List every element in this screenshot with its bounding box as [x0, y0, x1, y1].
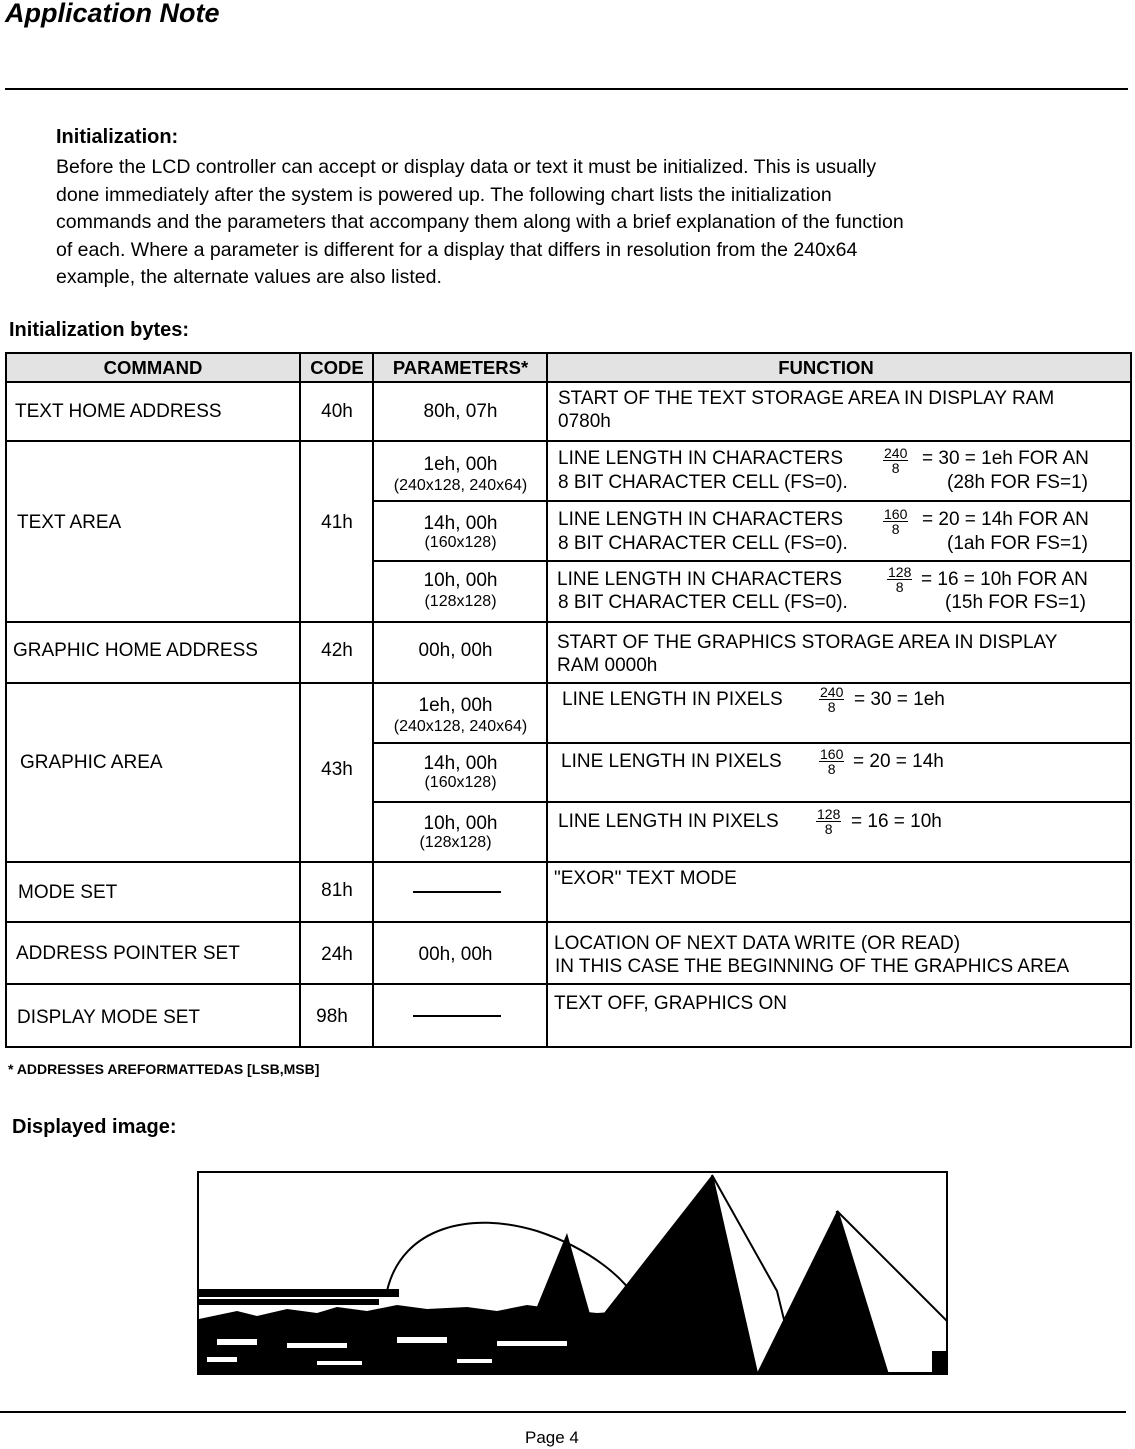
text-area-function-line1: LINE LENGTH IN CHARACTERS	[558, 448, 844, 469]
graphic-area-function: LINE LENGTH IN PIXELS	[558, 811, 779, 832]
command-graphic-home-address: GRAPHIC HOME ADDRESS	[13, 640, 258, 661]
function-text-home-line2: 0780h	[558, 411, 611, 432]
text-area-param: 1eh, 00h	[423, 454, 498, 475]
function-display-mode: TEXT OFF, GRAPHICS ON	[554, 993, 787, 1014]
initialization-paragraph	[56, 154, 1076, 292]
text-area-function-fs1: (1ah FOR FS=1)	[947, 533, 1088, 554]
function-address-pointer-line2: IN THIS CASE THE BEGINNING OF THE GRAPHICS AREA	[555, 956, 1070, 977]
header-rule	[5, 88, 1128, 90]
fraction-denominator: 8	[827, 699, 836, 715]
text-area-function-result: = 30 = 1eh FOR AN	[922, 448, 1089, 469]
page-number: Page 4	[525, 1428, 579, 1447]
document-title: Application Note	[5, 0, 220, 28]
text-area-function-fs1: (15h FOR FS=1)	[945, 592, 1086, 613]
graphic-area-resolution: (128x128)	[419, 834, 492, 851]
fraction-128-over-8	[887, 565, 912, 594]
initialization-table	[5, 352, 1132, 1048]
fraction-denominator: 8	[827, 761, 836, 777]
command-mode-set: MODE SET	[18, 882, 118, 903]
params-text-home: 80h, 07h	[423, 401, 498, 422]
fraction-numerator: 240	[820, 684, 844, 700]
text-area-function-result: = 20 = 14h FOR AN	[922, 509, 1089, 530]
function-graphic-home-line1: START OF THE GRAPHICS STORAGE AREA IN DISPLAY	[557, 632, 1058, 653]
paragraph-line: commands and the parameters that accompany them along with a brief explanation of the function	[56, 211, 904, 233]
text-area-resolution: (128x128)	[424, 593, 497, 610]
fraction-240-over-8	[883, 446, 908, 475]
command-address-pointer-set: ADDRESS POINTER SET	[16, 943, 240, 964]
graphic-area-function: LINE LENGTH IN PIXELS	[562, 689, 783, 710]
code-text-area: 41h	[321, 512, 353, 533]
paragraph-line: done immediately after the system is powered up. The following chart lists the initialization	[56, 183, 832, 206]
initialization-heading: Initialization:	[56, 126, 179, 148]
paragraph-line: example, the alternate values are also listed.	[56, 266, 442, 288]
graphic-area-resolution: (160x128)	[424, 774, 497, 791]
displayed-image-heading: Displayed image:	[12, 1116, 177, 1138]
text-area-resolution: (160x128)	[424, 534, 497, 551]
fraction-denominator: 8	[891, 460, 900, 476]
function-mode-set: "EXOR" TEXT MODE	[554, 868, 737, 889]
fraction-denominator: 8	[895, 579, 904, 595]
fraction-128-over-8	[816, 807, 841, 836]
text-area-function-line2: 8 BIT CHARACTER CELL (FS=0).	[558, 592, 848, 613]
fraction-numerator: 128	[817, 806, 841, 822]
graphic-area-function-result: = 30 = 1eh	[854, 689, 945, 710]
graphic-area-param: 10h, 00h	[423, 813, 498, 834]
code-address-pointer: 24h	[321, 944, 353, 965]
graphic-area-function-result: = 20 = 14h	[853, 751, 944, 772]
command-text-area: TEXT AREA	[17, 512, 122, 533]
fraction-160-over-8	[819, 747, 844, 776]
code-text-home: 40h	[321, 401, 353, 422]
code-graphic-area: 43h	[321, 759, 353, 780]
no-parameter-dash	[413, 1015, 501, 1017]
fraction-numerator: 160	[820, 746, 844, 762]
fraction-denominator: 8	[891, 521, 900, 537]
text-area-function-line2: 8 BIT CHARACTER CELL (FS=0).	[558, 472, 848, 493]
table-footnote: * ADDRESSES AREFORMATTEDAS [LSB,MSB]	[8, 1061, 320, 1077]
function-address-pointer-line1: LOCATION OF NEXT DATA WRITE (OR READ)	[554, 933, 961, 954]
paragraph-line: Before the LCD controller can accept or display data or text it must be initialized. This is usually	[56, 156, 877, 178]
fraction-denominator: 8	[824, 821, 833, 837]
fraction-240-over-8	[819, 685, 844, 714]
text-area-function-line1: LINE LENGTH IN CHARACTERS	[558, 509, 844, 530]
code-mode-set: 81h	[321, 880, 353, 901]
text-area-function-fs1: (28h FOR FS=1)	[947, 472, 1088, 493]
text-area-resolution: (240x128, 240x64)	[393, 477, 528, 494]
command-display-mode-set: DISPLAY MODE SET	[17, 1007, 201, 1028]
graphic-area-param: 1eh, 00h	[418, 695, 493, 716]
graphic-area-function-result: = 16 = 10h	[851, 811, 942, 832]
command-graphic-area: GRAPHIC AREA	[20, 752, 163, 773]
params-address-pointer: 00h, 00h	[418, 944, 493, 965]
column-header-parameters: PARAMETERS*	[392, 357, 529, 378]
column-header-code: CODE	[310, 357, 364, 378]
column-header-command: COMMAND	[103, 357, 203, 378]
paragraph-line: of each. Where a parameter is different for a display that differs in resolution from the 240x64	[56, 238, 858, 261]
text-area-function-line2: 8 BIT CHARACTER CELL (FS=0).	[558, 533, 848, 554]
initialization-bytes-heading: Initialization bytes:	[9, 319, 190, 341]
command-text-home-address: TEXT HOME ADDRESS	[15, 401, 222, 422]
function-graphic-home-line2: RAM 0000h	[557, 655, 658, 676]
fraction-numerator: 160	[884, 506, 908, 522]
fraction-numerator: 240	[884, 445, 908, 461]
text-area-function-line1: LINE LENGTH IN CHARACTERS	[557, 569, 843, 590]
no-parameter-dash	[413, 891, 501, 893]
function-text-home-line1: START OF THE TEXT STORAGE AREA IN DISPLAY RAM	[558, 388, 1055, 409]
fraction-160-over-8	[883, 507, 908, 536]
lcd-display-image	[197, 1171, 948, 1375]
params-graphic-home: 00h, 00h	[418, 640, 493, 661]
column-header-function: FUNCTION	[778, 357, 874, 378]
graphic-area-function: LINE LENGTH IN PIXELS	[561, 751, 782, 772]
code-graphic-home: 42h	[321, 640, 353, 661]
code-display-mode: 98h	[316, 1006, 348, 1027]
graphic-area-param: 14h, 00h	[423, 753, 498, 774]
text-area-param: 14h, 00h	[423, 513, 498, 534]
fraction-numerator: 128	[888, 564, 912, 580]
text-area-function-result: = 16 = 10h FOR AN	[921, 569, 1088, 590]
text-area-param: 10h, 00h	[423, 570, 498, 591]
footer-rule	[0, 1411, 1126, 1413]
graphic-area-resolution: (240x128, 240x64)	[393, 718, 528, 735]
